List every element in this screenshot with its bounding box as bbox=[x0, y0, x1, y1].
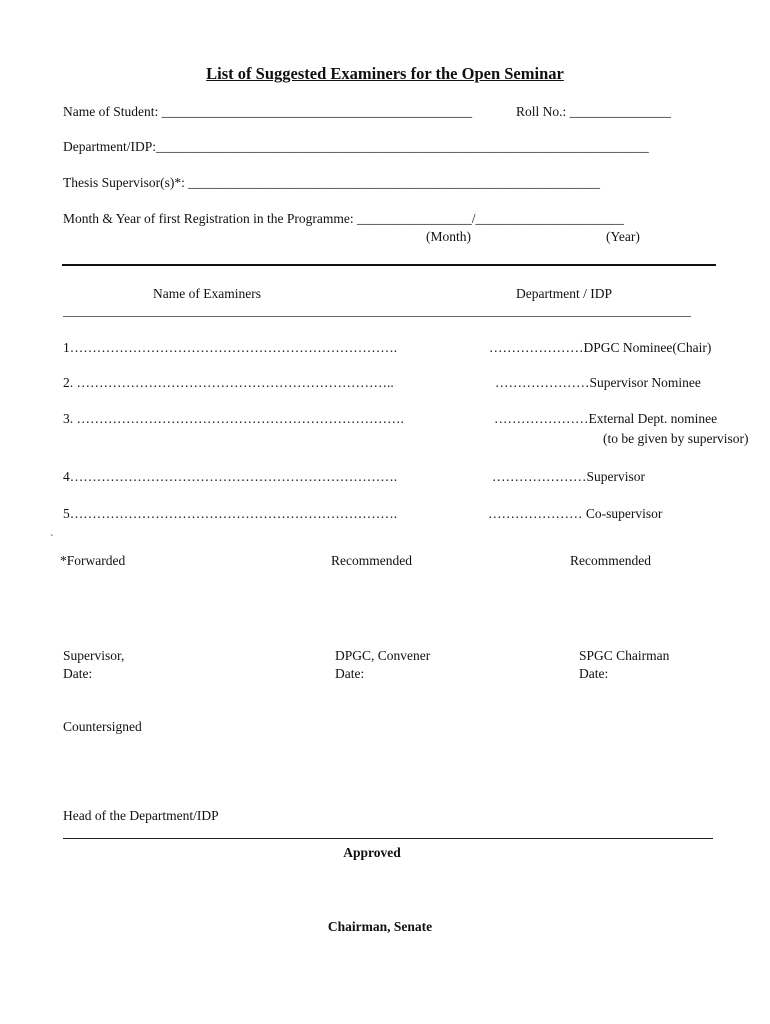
supervisor-signature-label: Supervisor, bbox=[63, 648, 125, 663]
table-header-underline bbox=[63, 316, 691, 317]
examiner-row-1-dept: …………………DPGC Nominee(Chair) bbox=[489, 340, 712, 355]
stray-mark: ` bbox=[50, 533, 54, 545]
head-of-department-label: Head of the Department/IDP bbox=[63, 808, 219, 823]
supervisor-date-label: Date: bbox=[63, 666, 93, 681]
thesis-supervisor-field[interactable]: Thesis Supervisor(s)*: _____________________________________________________________ bbox=[63, 175, 600, 190]
spgc-date-label: Date: bbox=[579, 666, 609, 681]
year-caption: (Year) bbox=[606, 229, 640, 244]
approved-label: Approved bbox=[343, 845, 401, 860]
spgc-signature-label: SPGC Chairman bbox=[579, 648, 670, 663]
examiner-row-2-dept: …………………Supervisor Nominee bbox=[495, 375, 701, 390]
examiner-row-1-name[interactable]: 1………………………………………………………………. bbox=[63, 340, 398, 355]
examiner-row-4-name[interactable]: 4………………………………………………………………. bbox=[63, 469, 398, 484]
dpgc-date-label: Date: bbox=[335, 666, 365, 681]
chairman-senate-label: Chairman, Senate bbox=[327, 919, 433, 934]
recommended-label-2: Recommended bbox=[570, 553, 651, 568]
approval-divider bbox=[63, 838, 713, 839]
department-idp-header: Department / IDP bbox=[516, 286, 612, 301]
forwarded-label: *Forwarded bbox=[60, 553, 126, 568]
examiner-row-3-name[interactable]: 3. ………………………………………………………………. bbox=[63, 411, 404, 426]
examiner-row-3-dept: …………………External Dept. nominee bbox=[494, 411, 718, 426]
section-divider bbox=[62, 264, 716, 266]
dpgc-signature-label: DPGC, Convener bbox=[335, 648, 431, 663]
student-name-field[interactable]: Name of Student: ______________________________________________ bbox=[63, 104, 473, 119]
examiner-row-3-note: (to be given by supervisor) bbox=[603, 431, 749, 446]
month-caption: (Month) bbox=[426, 229, 471, 244]
examiner-row-5-name[interactable]: 5………………………………………………………………. bbox=[63, 506, 398, 521]
recommended-label-1: Recommended bbox=[331, 553, 412, 568]
countersigned-label: Countersigned bbox=[63, 719, 142, 734]
roll-no-field[interactable]: Roll No.: _______________ bbox=[516, 104, 671, 119]
examiner-row-5-dept: ………………… Co-supervisor bbox=[488, 506, 663, 521]
registration-month-year-field[interactable]: Month & Year of first Registration in the Programme: _________________/______________________ bbox=[63, 211, 624, 226]
examiner-row-2-name[interactable]: 2. …………………………………………………………….. bbox=[63, 375, 394, 390]
form-title: List of Suggested Examiners for the Open Seminar bbox=[206, 64, 564, 83]
examiner-row-4-dept: …………………Supervisor bbox=[492, 469, 645, 484]
department-field[interactable]: Department/IDP:_________________________________________________________________________ bbox=[63, 139, 649, 154]
examiners-name-header: Name of Examiners bbox=[153, 286, 261, 301]
